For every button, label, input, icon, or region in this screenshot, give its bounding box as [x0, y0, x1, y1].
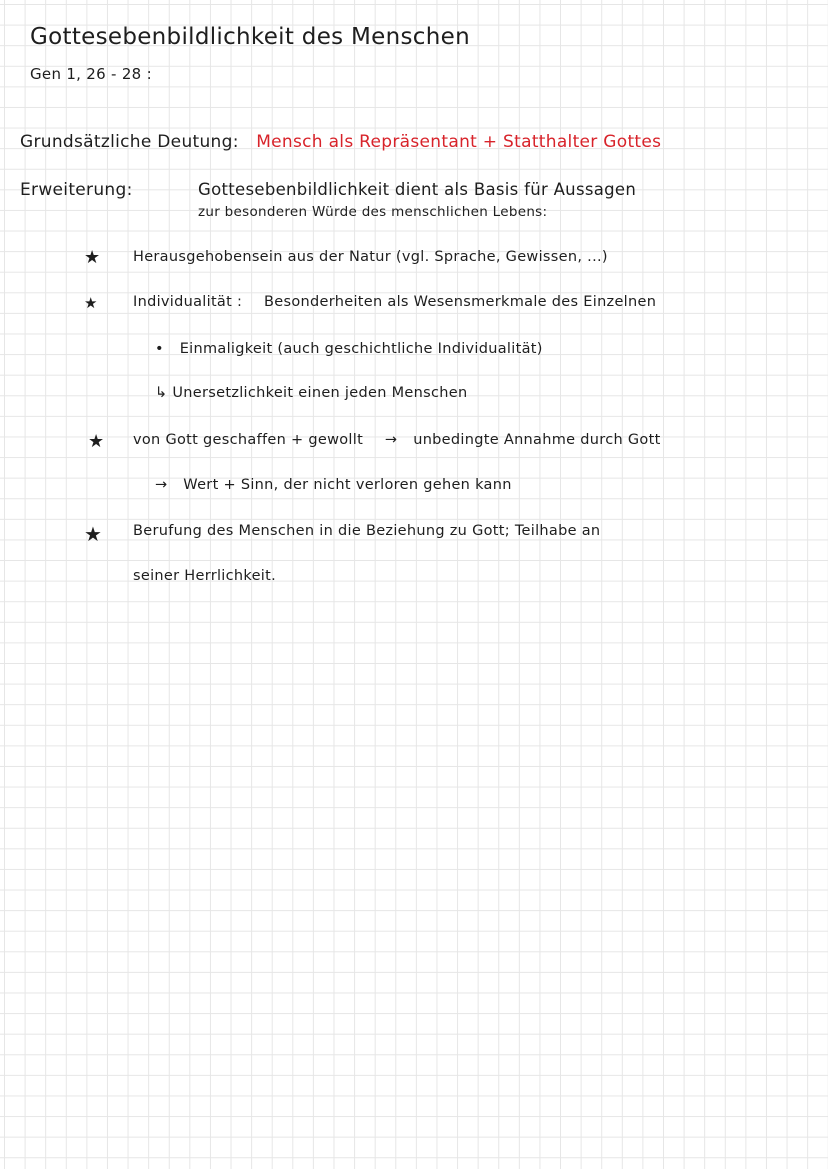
- point-berufung-line-1: Berufung des Menschen in die Beziehung zu Gott; Teilhabe an: [133, 523, 601, 539]
- page-title: Gottesebenbildlichkeit des Menschen: [30, 24, 470, 50]
- star-icon: ★: [84, 294, 98, 312]
- annahme-text: unbedingte Annahme durch Gott: [413, 432, 661, 448]
- geschaffen-text: von Gott geschaffen + gewollt: [133, 432, 364, 448]
- bible-reference: Gen 1, 26 - 28 :: [30, 65, 152, 83]
- sub-point-einmaligkeit: [155, 341, 543, 357]
- star-icon: ★: [84, 522, 102, 546]
- point-individualitaet: [133, 294, 656, 310]
- grundsatz-text: Mensch als Repräsentant + Statthalter Gottes: [256, 132, 662, 152]
- grundsatz-label: Grundsätzliche Deutung:: [20, 132, 239, 152]
- erweiterung-label: Erweiterung:: [20, 180, 133, 200]
- einmaligkeit-text: Einmaligkeit (auch geschichtliche Individualität): [179, 341, 543, 357]
- bullet-icon: •: [155, 341, 164, 357]
- hook-arrow-icon: ↳: [155, 385, 168, 401]
- sub-point-unersetzlichkeit: [155, 385, 467, 401]
- wert-sinn-text: Wert + Sinn, der nicht verloren gehen kann: [183, 477, 512, 493]
- grundsatz-row: [20, 132, 661, 152]
- star-icon: ★: [84, 247, 101, 268]
- sub-point-wert-sinn: [155, 477, 512, 493]
- arrow-icon: →: [384, 432, 398, 448]
- individualitaet-text: Besonderheiten als Wesensmerkmale des Einzelnen: [264, 294, 657, 310]
- star-icon: ★: [88, 431, 105, 452]
- point-von-gott-geschaffen: [133, 432, 661, 448]
- unersetzlichkeit-text: Unersetzlichkeit einen jeden Menschen: [172, 385, 468, 401]
- arrow-icon: →: [155, 477, 168, 493]
- erweiterung-line-1: Gottesebenbildlichkeit dient als Basis für Aussagen: [198, 180, 637, 199]
- individualitaet-label: Individualität :: [133, 294, 243, 310]
- erweiterung-line-2: zur besonderen Würde des menschlichen Lebens:: [198, 204, 548, 220]
- point-berufung-line-2: seiner Herrlichkeit.: [133, 568, 277, 584]
- point-herausgehobensein: Herausgehobensein aus der Natur (vgl. Sprache, Gewissen, ...): [133, 249, 608, 265]
